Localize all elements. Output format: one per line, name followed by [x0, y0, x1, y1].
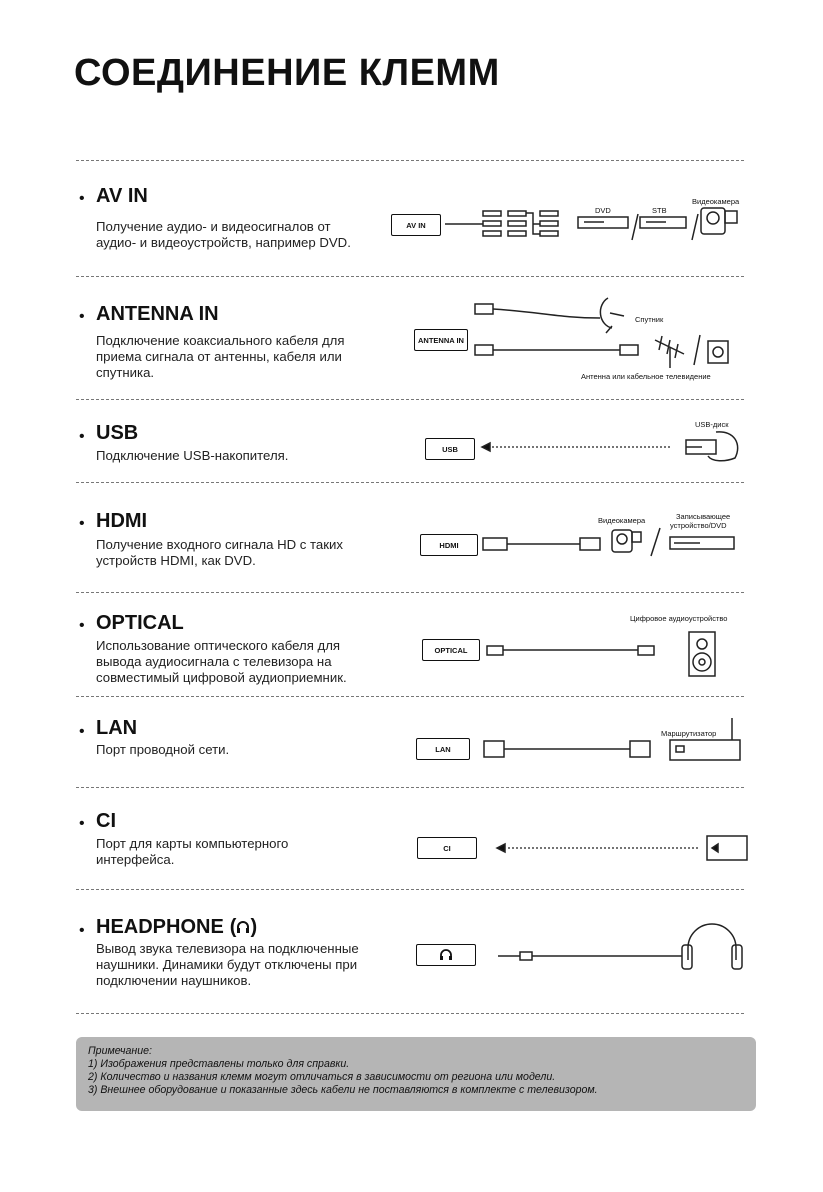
note-line: 2) Количество и названия клемм могут отличаться в зависимости от региона или модели. — [88, 1071, 556, 1083]
coax-cable-icon — [475, 304, 638, 355]
section-description: Порт для карты компьютерного интерфейса. — [96, 836, 289, 867]
port-label-antenna-in: ANTENNA IN — [414, 329, 468, 351]
device-label: устройство/DVD — [670, 521, 727, 530]
note-line: 3) Внешнее оборудование и показанные здесь кабели не поставляются в комплекте с телевизором. — [88, 1084, 598, 1096]
note-box — [76, 1037, 756, 1111]
bullet-icon: • — [79, 428, 85, 445]
section-description: Порт проводной сети. — [96, 742, 230, 757]
headphone-icon: ( ) — [229, 916, 258, 938]
bullet-icon: • — [79, 723, 85, 740]
section-heading: ANTENNA IN — [96, 303, 219, 325]
note-title: Примечание: — [88, 1045, 152, 1057]
wall-outlet-icon — [708, 341, 728, 363]
device-label: Антенна или кабельное телевидение — [581, 372, 711, 381]
device-label: DVD — [595, 206, 611, 215]
usb-drive-icon — [686, 432, 738, 461]
lan-cable-icon — [484, 741, 650, 757]
headphone-jack-icon — [498, 952, 682, 960]
port-label-lan: LAN — [416, 738, 470, 760]
bullet-icon: • — [79, 190, 85, 207]
section-description: Получение входного сигнала HD с таких устройств HDMI, как DVD. — [96, 537, 343, 568]
section-description: Подключение USB-накопителя. — [96, 448, 289, 463]
antenna-icon — [655, 336, 684, 368]
page-title: СОЕДИНЕНИЕ КЛЕММ — [74, 52, 500, 94]
section-description: Получение аудио- и видеосигналов от аудио- и видеоустройств, например DVD. — [96, 219, 351, 250]
recorder-icon — [670, 537, 734, 549]
port-label-optical: OPTICAL — [422, 639, 480, 661]
device-label: STB — [652, 206, 667, 215]
camcorder-icon — [612, 530, 641, 552]
section-description: Вывод звука телевизора на подключенные наушники. Динамики будут отключены при подключении наушников. — [96, 941, 359, 988]
ci-card-icon — [707, 836, 747, 860]
camcorder-icon — [701, 208, 737, 234]
bullet-icon: • — [79, 815, 85, 832]
bullet-icon: • — [79, 308, 85, 325]
section-description: Подключение коаксиального кабеля для приема сигнала от антенны, кабеля или спутника. — [96, 333, 345, 380]
device-label: Видеокамера — [598, 516, 646, 525]
port-label-hdmi: HDMI — [420, 534, 478, 556]
device-label: Цифровое аудиоустройство — [630, 614, 728, 623]
speaker-icon — [689, 632, 715, 676]
section-heading: CI — [96, 810, 116, 832]
section-heading: USB — [96, 422, 139, 444]
bullet-icon: • — [79, 617, 85, 634]
router-icon — [670, 718, 740, 760]
av-cable-icon — [445, 211, 558, 236]
section-description: Использование оптического кабеля для вывода аудиосигнала с телевизора на совместимый цифровой аудиоприемник. — [96, 638, 347, 685]
satellite-dish-icon — [600, 298, 624, 333]
section-heading: LAN — [96, 717, 138, 739]
section-heading: HEADPHONE ( ) — [96, 916, 258, 938]
optical-cable-icon — [487, 646, 654, 655]
section-heading: HDMI — [96, 510, 148, 532]
hdmi-cable-icon — [483, 538, 600, 550]
device-label: Записывающее — [676, 512, 731, 521]
bullet-icon: • — [79, 515, 85, 532]
device-label: Маршрутизатор — [661, 729, 717, 738]
headphones-icon — [682, 924, 742, 969]
dvd-player-icon — [578, 217, 628, 228]
device-label: USB-диск — [695, 420, 729, 429]
port-label-usb: USB — [425, 438, 475, 460]
note-line: 1) Изображения представлены только для справки. — [88, 1058, 350, 1070]
device-label: Спутник — [635, 315, 664, 324]
device-label: Видеокамера — [692, 197, 740, 206]
section-heading: OPTICAL — [96, 612, 184, 634]
section-heading: AV IN — [96, 185, 148, 207]
port-label-av-in: AV IN — [391, 214, 441, 236]
stb-icon — [640, 217, 686, 228]
port-label-ci: CI — [417, 837, 477, 859]
bullet-icon: • — [79, 922, 85, 939]
